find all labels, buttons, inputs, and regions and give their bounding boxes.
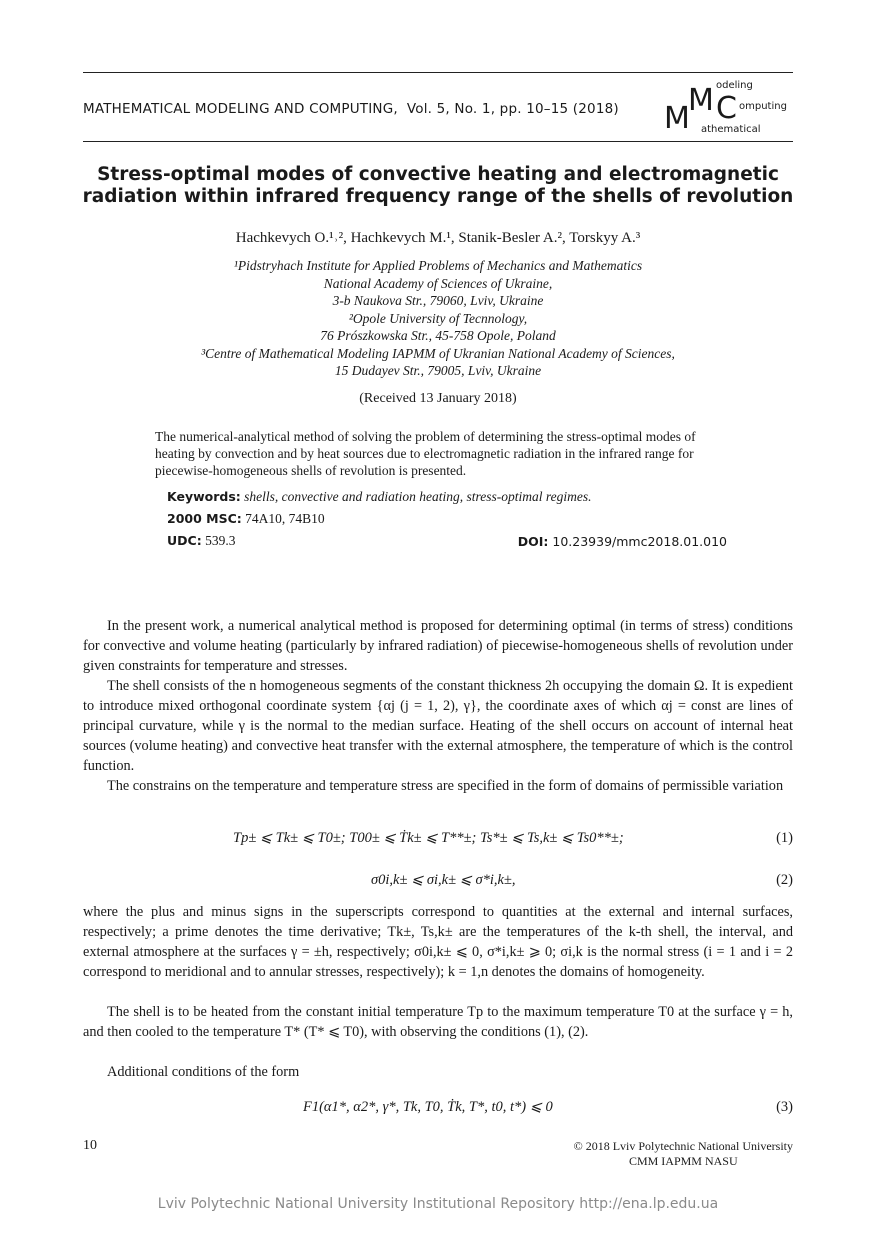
paper-title — [60, 164, 816, 208]
equation-1-number: (1) — [776, 830, 793, 846]
copyright — [574, 1139, 793, 1169]
udc-label: UDC: — [167, 533, 202, 548]
body-paragraph-6: Additional conditions of the form — [107, 1064, 300, 1080]
affiliations — [0, 257, 876, 380]
doi — [518, 534, 727, 549]
abstract: The numerical-analytical method of solving the problem of determining the stress-optimal modes of heating by convection and by heat sources due to electromagnetic radiation in the infrared range for piecewise-homogeneous shells of revolution is presented. — [155, 429, 696, 478]
received-date: (Received 13 January 2018) — [359, 391, 517, 406]
page-number: 10 — [83, 1138, 97, 1153]
affiliation-line: 3-b Naukova Str., 79060, Lviv, Ukraine — [332, 293, 544, 308]
affiliation-line: ¹Pidstryhach Institute for Applied Problems of Mechanics and Mathematics — [233, 258, 643, 273]
repository-watermark: Lviv Polytechnic National University Institutional Repository http://ena.lp.edu.ua — [157, 1196, 719, 1212]
paper-title-line-1: Stress-optimal modes of convective heating and electromagnetic — [97, 164, 779, 185]
logo-c: C — [716, 91, 737, 126]
keywords — [167, 489, 727, 505]
udc-value: 539.3 — [205, 533, 236, 548]
equation-3-number: (3) — [776, 1099, 793, 1115]
keywords-value: shells, convective and radiation heating, stress-optimal regimes. — [244, 489, 592, 504]
body-paragraph-3: The constrains on the temperature and temperature stress are specified in the form of domains of permissible variation — [107, 778, 784, 794]
affiliation-line: National Academy of Sciences of Ukraine, — [323, 275, 553, 291]
journal-header — [83, 101, 619, 117]
affiliation-line: 15 Dudayev Str., 79005, Lviv, Ukraine — [334, 363, 542, 378]
logo-athematical: athematical — [701, 124, 761, 135]
logo-odeling: odeling — [716, 80, 753, 91]
journal-logo — [664, 80, 794, 138]
equation-1-body: Tp± ⩽ Tk± ⩽ T0±; T00± ⩽ Ṫk± ⩽ T**±; Ts*± ⩽ Ts,k± ⩽ Ts0**±; — [233, 830, 624, 846]
logo-m-bottom: M — [664, 101, 690, 136]
paper-title-line-2: radiation within infrared frequency range of the shells of revolution — [82, 186, 794, 207]
affiliation-line: ³Centre of Mathematical Modeling IAPMM of Ukranian National Academy of Sciences, — [201, 345, 675, 361]
affiliation-line: ²Opole University of Tecnnology, — [348, 310, 528, 326]
body-paragraph-1: In the present work, a numerical analytical method is proposed for determining optimal (in terms of stress) conditions for convective and volume heating (particularly by infrared radiation) of piecewise-homogeneous shells of revolution under given constraints for temperature and stresses. — [83, 618, 793, 674]
keywords-label: Keywords: — [167, 489, 241, 504]
authors: Hachkevych O.¹˒², Hachkevych M.¹, Stanik-Besler A.², Torskyy A.³ — [235, 230, 641, 246]
doi-label: DOI: — [517, 534, 549, 549]
header-top-rule — [83, 72, 793, 73]
journal-name: MATHEMATICAL MODELING AND COMPUTING, — [83, 101, 398, 117]
copyright-line: © 2018 Lviv Polytechnic National University — [573, 1139, 793, 1153]
copyright-org: CMM IAPMM NASU — [628, 1154, 738, 1168]
equation-2-body: σ0i,k± ⩽ σi,k± ⩽ σ*i,k±, — [371, 872, 516, 888]
body-paragraph-4: where the plus and minus signs in the superscripts correspond to quantities at the external and internal surfaces, respectively; a prime denotes the time derivative; Tk±, Ts,k± are the temperatures of the k-th shell, the interval, and external atmosphere at the surfaces γ = ±h, respectively; σ0i,k± ⩽ 0, σ*i,k± ⩾ 0; σi,k is the normal stress (i = 1 and i = 2 correspond to meridional and to annular stresses, respectively); k = 1,n denotes the domains of homogeneity. — [83, 904, 793, 980]
body-paragraph-5: The shell is to be heated from the constant initial temperature Tp to the maximum temperature T0 at the surface γ = h, and then cooled to the temperature T* (T* ⩽ T0), with observing the conditions (1), (2). — [83, 1004, 793, 1040]
body-paragraph-2: The shell consists of the n homogeneous segments of the constant thickness 2h occupying the domain Ω. It is expedient to introduce mixed orthogonal coordinate system {αj (j = 1, 2), γ}, the coordinate axes of which αj = const are lines of principal curvature, while γ is the normal to the median surface. Heating of the shell occurs on account of internal heat sources (volume heating) and convective heat transfer with the external atmosphere, the temperature of which is the control function. — [83, 678, 793, 774]
msc — [167, 511, 727, 527]
msc-value: 74A10, 74B10 — [245, 511, 325, 526]
journal-volume: Vol. 5, No. 1, pp. 10–15 (2018) — [406, 101, 619, 117]
header-bottom-rule — [83, 141, 793, 142]
logo-omputing: omputing — [739, 101, 787, 112]
affiliation-line: 76 Prószkowska Str., 45-758 Opole, Poland — [320, 328, 556, 343]
logo-m-top: M — [688, 83, 714, 118]
equation-3-body: F1(α1*, α2*, γ*, Tk, T0, Ṫk, T*, t0, t*) ⩽ 0 — [303, 1099, 553, 1115]
equation-2-number: (2) — [776, 872, 793, 888]
msc-label: 2000 MSC: — [167, 511, 242, 526]
doi-value: 10.23939/mmc2018.01.010 — [552, 534, 727, 549]
